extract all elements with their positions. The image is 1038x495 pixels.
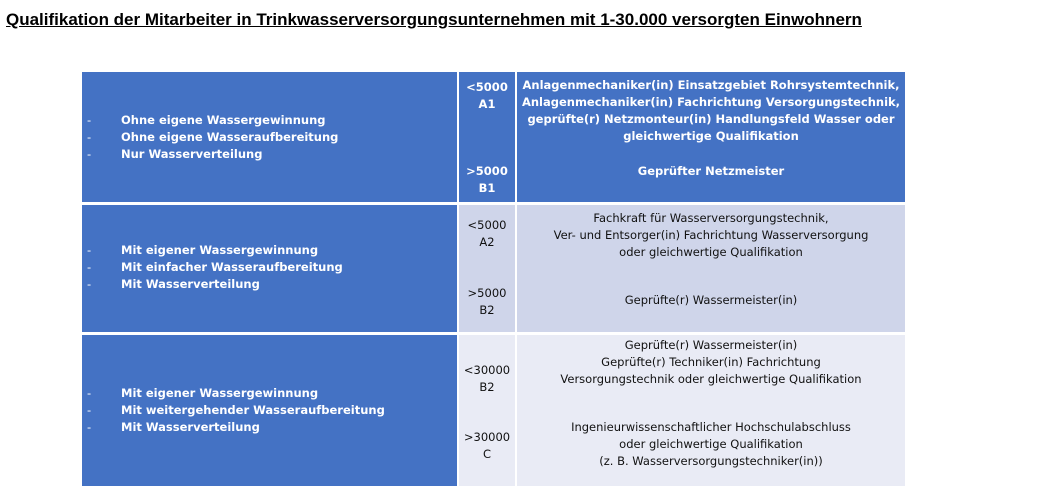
level-code: <5000 A1 xyxy=(466,80,508,111)
qualification-text: Geprüfte(r) Wassermeister(in) xyxy=(624,293,798,307)
population-cell xyxy=(459,205,515,332)
qualification-text: Anlagenmechaniker(in) Einsatzgebiet Rohrsystemtechnik, Anlagenmechaniker(in) Fachrichtung Versorgungstechnik, geprüfte(r) Netzmonteur(in) Handlungsfeld Wasser oder gleichwertige Qualifikation xyxy=(521,78,901,143)
qualification-cell xyxy=(517,72,905,202)
qualification-text: Ingenieurwissenschaftlicher Hochschulabschluss oder gleichwertige Qualifikation (z. B. Wasserversorgungstechniker(in)) xyxy=(571,420,851,468)
qualification-text: Geprüfter Netzmeister xyxy=(637,164,785,178)
qualification-cell xyxy=(517,205,905,332)
level-code: >30000 C xyxy=(463,430,511,461)
table-row xyxy=(82,205,905,332)
conditions-cell: - Mit eigener Wassergewinnung - Mit einfacher Wasseraufbereitung - Mit Wasserverteilung xyxy=(82,205,457,332)
population-cell xyxy=(459,72,515,202)
qualification-cell xyxy=(517,335,905,486)
qualification-table xyxy=(82,72,905,486)
level-code: <5000 A2 xyxy=(467,218,507,249)
level-code: <30000 B2 xyxy=(463,363,511,394)
conditions-cell: - Ohne eigene Wassergewinnung - Ohne eigene Wasseraufbereitung - Nur Wasserverteilung xyxy=(82,72,457,202)
level-code: >5000 B2 xyxy=(467,286,507,317)
page-title: Qualifikation der Mitarbeiter in Trinkwasserversorgungsunternehmen mit 1-30.000 versorgten Einwohnern xyxy=(6,10,862,29)
qualification-text: Geprüfte(r) Wassermeister(in) Geprüfte(r) Techniker(in) Fachrichtung Versorgungstechnik oder gleichwertige Qualifikation xyxy=(560,338,862,386)
conditions-cell: - Mit eigener Wassergewinnung - Mit weitergehender Wasseraufbereitung - Mit Wasserverteilung xyxy=(82,335,457,486)
level-code: >5000 B1 xyxy=(466,164,508,195)
table-row xyxy=(82,72,905,202)
table-row xyxy=(82,335,905,486)
qualification-text: Fachkraft für Wasserversorgungstechnik, Ver- und Entsorger(in) Fachrichtung Wasserversorgung oder gleichwertige Qualifikation xyxy=(553,211,869,259)
population-cell xyxy=(459,335,515,486)
